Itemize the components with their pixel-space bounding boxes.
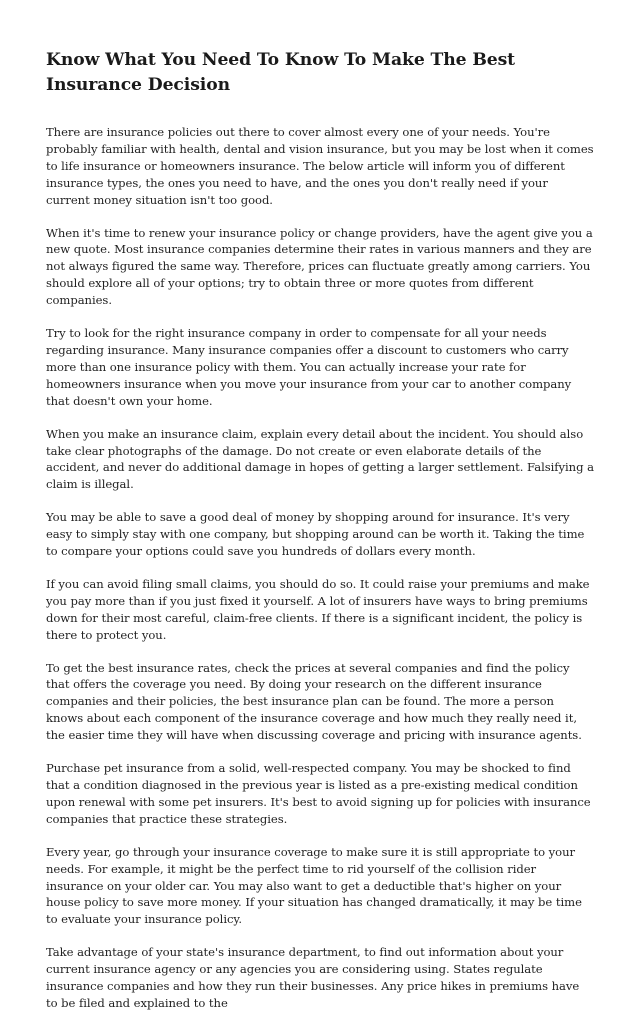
paragraph: You may be able to save a good deal of money by shopping around for insurance. It's very easy to simply stay with one company, but shopping around can be worth it. Taking the time to compare your options could save you hundreds of dollars every month. [46, 510, 585, 559]
paragraph: When you make an insurance claim, explain every detail about the incident. You should also take clear photographs of the damage. Do not create or even elaborate details of the accident, and never do additional damage in hopes of getting a larger settlement. Falsifying a claim is illegal. [46, 426, 594, 492]
document-title: Know What You Need To Know To Make The Best Insurance Decision [46, 50, 516, 95]
paragraph: When it's time to renew your insurance policy or change providers, have the agent give you a new quote. Most insurance companies determine their rates in various manners and they are not always figured the same way. Therefore, prices can fluctuate greatly among carriers. You should explore all of your options; try to obtain three or more quotes from different companies. [46, 225, 593, 308]
paragraph: Try to look for the right insurance company in order to compensate for all your needs regarding insurance. Many insurance companies offer a discount to customers who carry more than one insurance policy with them. You can actually increase your rate for homeowners insurance when you move your insurance from your car to another company that doesn't own your home. [46, 326, 572, 408]
paragraph: Purchase pet insurance from a solid, well-respected company. You may be shocked to find that a condition diagnosed in the previous year is listed as a pre-existing medical condition upon renewal with some pet insurers. It's best to avoid signing up for policies with insurance companies that practice these strategies. [46, 761, 591, 826]
document-body [46, 48, 594, 1028]
paragraph: To get the best insurance rates, check the prices at several companies and find the policy that offers the coverage you need. By doing your research on the different insurance companies and their policies, the best insurance plan can be found. The more a person knows about each component of the insurance coverage and how much they really need it, the easier time they will have when discussing coverage and pricing with insurance agents. [46, 660, 582, 743]
paragraph: There are insurance policies out there to cover almost every one of your needs. You're probably familiar with health, dental and vision insurance, but you may be lost when it comes to life insurance or homeowners insurance. The below article will inform you of different insurance types, the ones you need to have, and the ones you don't really need if your current money situation isn't too good. [46, 125, 594, 207]
paragraph: Take advantage of your state's insurance department, to find out information about your current insurance agency or any agencies you are considering using. States regulate insurance companies and how they run their businesses. Any price hikes in premiums have to be filed and explained to the [46, 945, 580, 1010]
paragraph: Every year, go through your insurance coverage to make sure it is still appropriate to your needs. For example, it might be the perfect time to rid yourself of the collision rider insurance on your older car. You may also want to get a deductible that's higher on your house policy to save more money. If your situation has changed dramatically, it may be time to evaluate your insurance policy. [46, 844, 582, 927]
paragraph: If you can avoid filing small claims, you should do so. It could raise your premiums and make you pay more than if you just fixed it yourself. A lot of insurers have ways to bring premiums down for their most careful, claim-free clients. If there is a significant incident, the policy is there to protect you. [46, 576, 590, 642]
